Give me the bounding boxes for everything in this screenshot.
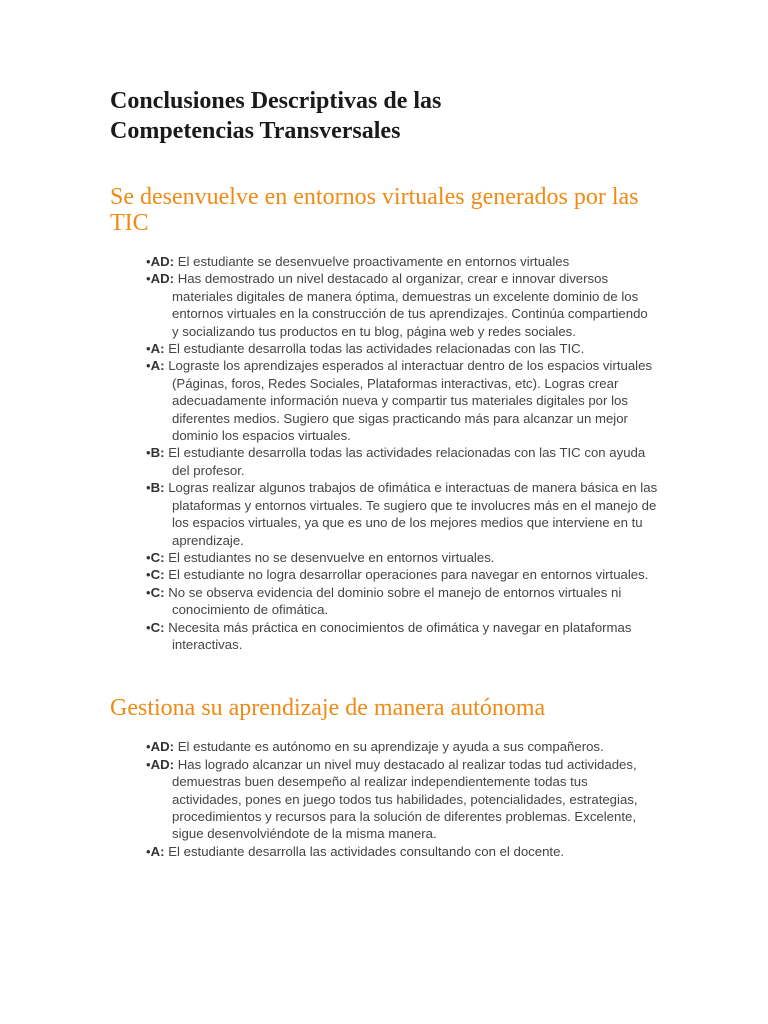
section-autonomous-learning <box>110 695 658 860</box>
level-label: C: <box>150 567 165 583</box>
item-text: El estudiante desarrolla todas las actividades relacionadas con las TIC. <box>168 341 585 357</box>
item-text: El estudiantes no se desenvuelve en entornos virtuales. <box>168 549 495 565</box>
item-text: El estudiante desarrolla todas las actividades relacionadas con las TIC con ayuda del profesor. <box>168 445 646 478</box>
list-item <box>146 479 658 549</box>
level-label: AD: <box>150 739 175 755</box>
list-item <box>146 444 658 479</box>
level-label: A: <box>150 341 165 357</box>
item-text: El estudiante se desenvuelve proactivamente en entornos virtuales <box>177 254 570 269</box>
level-label: C: <box>150 584 165 600</box>
document-title: Conclusiones Descriptivas de las Competencias Transversales <box>110 88 442 144</box>
bullet-icon: • <box>146 619 151 635</box>
list-item <box>146 253 658 270</box>
list-item <box>146 549 658 566</box>
item-text: Lograste los aprendizajes esperados al interactuar dentro de los espacios virtuales (Páginas, foros, Redes Sociales, Plataformas interactivas, etc). Logras crear adecuadamente información nueva y compartir tus materiales digitales por los diferentes medios. Sugiero que sigas practicando más para alcanzar un mejor dominio los espacios virtuales. <box>168 358 653 444</box>
level-label: B: <box>150 445 165 461</box>
section-heading: Se desenvuelve en entornos virtuales generados por las TIC <box>110 184 639 236</box>
item-text: No se observa evidencia del dominio sobre el manejo de entornos virtuales ni conocimiento de ofimática. <box>168 584 622 618</box>
bullet-icon: • <box>146 584 151 600</box>
level-label: B: <box>150 480 165 496</box>
bullet-icon: • <box>146 271 151 287</box>
bullet-icon: • <box>146 549 151 565</box>
bullet-icon: • <box>146 341 151 357</box>
item-text: Logras realizar algunos trabajos de ofimática e interactuas de manera básica en las plataformas y entornos virtuales. Te sugiero que te involucres más en el manejo de los espacios virtuales, ya que es uno de los mejores medios que interviene en tu aprendizaje. <box>168 480 658 548</box>
bullet-icon: • <box>146 843 151 859</box>
list-item <box>146 340 658 357</box>
level-label: C: <box>150 549 165 565</box>
bullet-icon: • <box>146 480 151 496</box>
list-item <box>146 584 658 619</box>
level-label: A: <box>150 358 165 374</box>
item-text: Has logrado alcanzar un nivel muy destacado al realizar todas tud actividades, demuestras buen desempeño al realizar independientemente todas tus actividades, pones en juego todos tus habilidades, potencialidades, estrategias, procedimientos y recursos para la solución de diferentes problemas. Excelente, sigue desenvolviéndote de la misma manera. <box>172 756 638 842</box>
bullet-icon: • <box>146 254 151 269</box>
bullet-icon: • <box>146 739 151 755</box>
level-label: C: <box>150 619 165 635</box>
item-text: Necesita más práctica en conocimientos de ofimática y navegar en plataformas interactivas. <box>168 619 632 652</box>
list-item <box>146 756 658 843</box>
level-label: AD: <box>150 254 175 269</box>
descriptor-list <box>110 738 658 860</box>
level-label: AD: <box>150 756 175 772</box>
list-item <box>146 566 658 583</box>
section-virtual-environments <box>110 184 658 653</box>
level-label: AD: <box>150 271 175 287</box>
bullet-icon: • <box>146 358 151 374</box>
item-text: Has demostrado un nivel destacado al organizar, crear e innovar diversos materiales digitales de manera óptima, demuestras un excelente dominio de los entornos virtuales en la construcción de tus aprendizajes. Continúa compartiendo y socializando tus productos en tu blog, página web y redes sociales. <box>172 271 648 339</box>
item-text: El estudiante desarrolla las actividades consultando con el docente. <box>168 843 565 859</box>
level-label: A: <box>150 843 165 859</box>
section-heading: Gestiona su aprendizaje de manera autónoma <box>110 695 546 722</box>
bullet-icon: • <box>146 567 151 583</box>
item-text: El estudiante no logra desarrollar operaciones para navegar en entornos virtuales. <box>168 567 649 583</box>
bullet-icon: • <box>146 756 151 772</box>
list-item <box>146 357 658 444</box>
list-item <box>146 738 658 755</box>
list-item <box>146 843 658 860</box>
descriptor-list <box>110 253 658 653</box>
bullet-icon: • <box>146 445 151 461</box>
item-text: El estudante es autónomo en su aprendizaje y ayuda a sus compañeros. <box>177 739 604 755</box>
list-item <box>146 619 658 654</box>
list-item <box>146 270 658 340</box>
